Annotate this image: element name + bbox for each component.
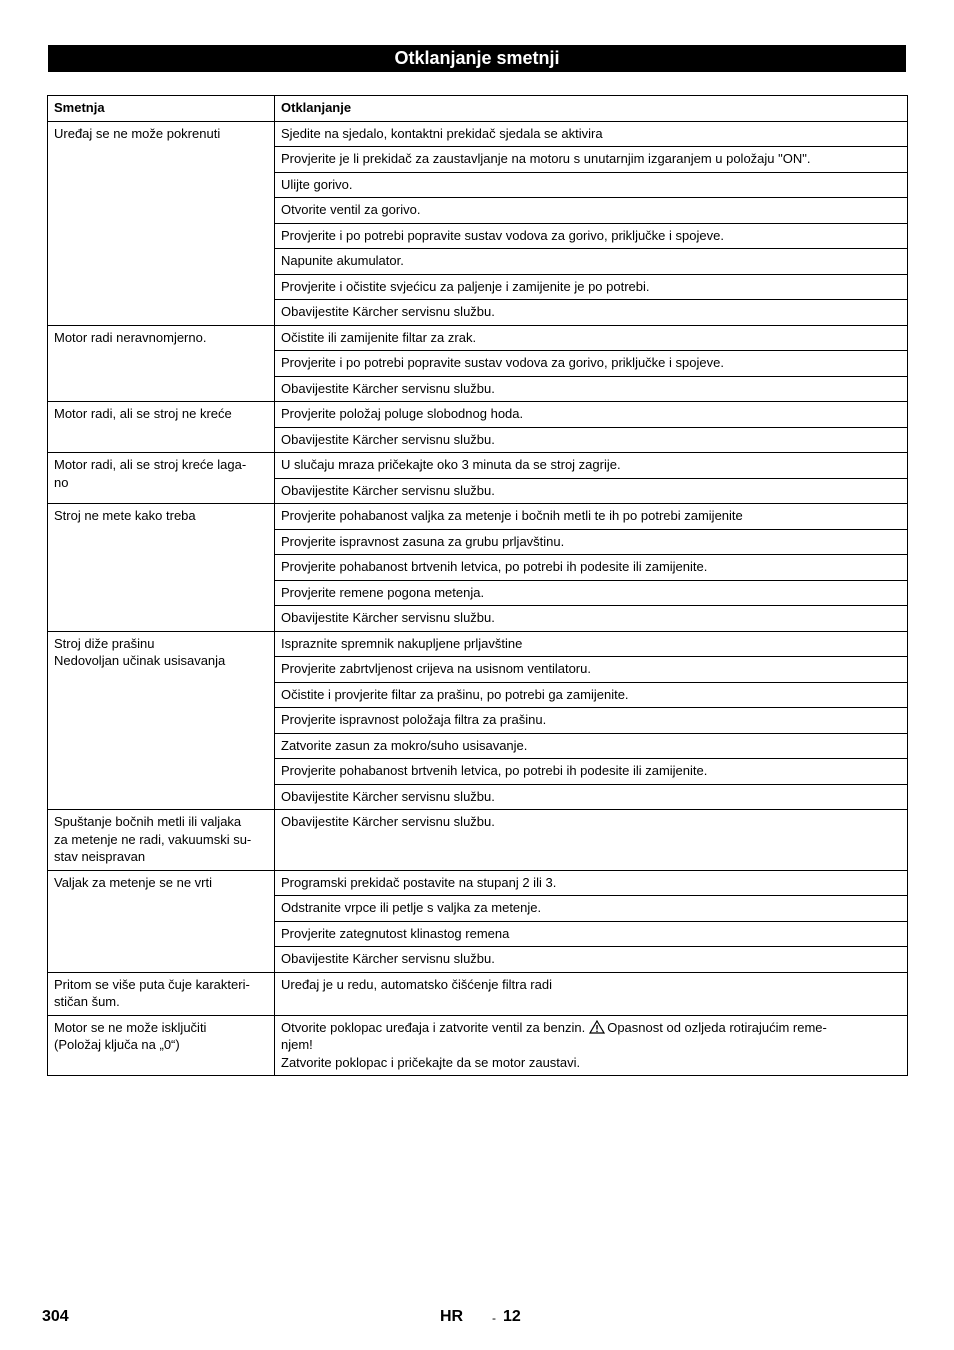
remedy-cell: Sjedite na sjedalo, kontaktni prekidač sjedala se aktivira: [275, 121, 908, 147]
fault-cell: Motor radi, ali se stroj kreće laga- no: [48, 453, 275, 504]
table-row: [48, 631, 908, 657]
fault-cell: Valjak za metenje se ne vrti: [48, 870, 275, 972]
remedy-cell: Obavijestite Kärcher servisnu službu.: [275, 810, 908, 871]
remedy-cell: Provjerite pohabanost brtvenih letvica, po potrebi ih podesite ili zamijenite.: [275, 555, 908, 581]
fault-cell: Pritom se više puta čuje karakteri- stičan šum.: [48, 972, 275, 1015]
remedy-cell: U slučaju mraza pričekajte oko 3 minuta da se stroj zagrije.: [275, 453, 908, 479]
table-row: [48, 870, 908, 896]
remedy-cell: [275, 1015, 908, 1076]
table-row: [48, 972, 908, 1015]
remedy-cell: Provjerite položaj poluge slobodnog hoda.: [275, 402, 908, 428]
fault-cell: Motor se ne može isključiti (Položaj ključa na „0“): [48, 1015, 275, 1076]
remedy-cell: Obavijestite Kärcher servisnu službu.: [275, 947, 908, 973]
remedy-cell: Obavijestite Kärcher servisnu službu.: [275, 300, 908, 326]
remedy-cell: Ulijte gorivo.: [275, 172, 908, 198]
remedy-cell: Obavijestite Kärcher servisnu službu.: [275, 478, 908, 504]
table-row: [48, 453, 908, 479]
remedy-cell: Programski prekidač postavite na stupanj 2 ili 3.: [275, 870, 908, 896]
fault-cell: Motor radi neravnomjerno.: [48, 325, 275, 402]
troubleshooting-table: [47, 95, 908, 1076]
remedy-cell: Uređaj je u redu, automatsko čišćenje filtra radi: [275, 972, 908, 1015]
table-row: [48, 1015, 908, 1076]
remedy-cell: Provjerite i po potrebi popravite sustav vodova za gorivo, priključke i spojeve.: [275, 351, 908, 377]
remedy-cell: Ispraznite spremnik nakupljene prljavštine: [275, 631, 908, 657]
remedy-cell: Provjerite zabrtvljenost crijeva na usisnom ventilatoru.: [275, 657, 908, 683]
table-row: [48, 810, 908, 871]
table-header-row: [48, 96, 908, 122]
remedy-cell: Provjerite ispravnost položaja filtra za prašinu.: [275, 708, 908, 734]
page-number: 304: [42, 1308, 69, 1325]
remedy-cell: Napunite akumulator.: [275, 249, 908, 275]
remedy-cell: Očistite i provjerite filtar za prašinu, po potrebi ga zamijenite.: [275, 682, 908, 708]
remedy-cell: Obavijestite Kärcher servisnu službu.: [275, 784, 908, 810]
language-code: HR: [440, 1308, 464, 1325]
remedy-cell: Obavijestite Kärcher servisnu službu.: [275, 376, 908, 402]
fault-cell: Motor radi, ali se stroj ne kreće: [48, 402, 275, 453]
remedy-cell: Obavijestite Kärcher servisnu službu.: [275, 606, 908, 632]
remedy-cell: Obavijestite Kärcher servisnu službu.: [275, 427, 908, 453]
fault-cell: Stroj diže prašinu Nedovoljan učinak usisavanja: [48, 631, 275, 810]
remedy-cell: Provjerite zategnutost klinastog remena: [275, 921, 908, 947]
column-header-fault: Smetnja: [48, 96, 275, 122]
page-title: Otklanjanje smetnji: [48, 45, 906, 72]
table-row: [48, 402, 908, 428]
column-header-remedy: Otklanjanje: [275, 96, 908, 122]
warning-text: Opasnost od ozljeda rotirajućim reme- njem!: [281, 1019, 827, 1052]
remedy-cell: Provjerite i očistite svjećicu za paljenje i zamijenite je po potrebi.: [275, 274, 908, 300]
remedy-text: Otvorite poklopac uređaja i zatvorite ventil za benzin.: [281, 1019, 586, 1035]
remedy-cell: Provjerite pohabanost brtvenih letvica, po potrebi ih podesite ili zamijenite.: [275, 759, 908, 785]
remedy-cell: Provjerite remene pogona metenja.: [275, 580, 908, 606]
fault-cell: Stroj ne mete kako treba: [48, 504, 275, 632]
warning-triangle-icon: [589, 1020, 605, 1034]
remedy-cell: Odstranite vrpce ili petlje s valjka za metenje.: [275, 896, 908, 922]
table-body: [48, 121, 908, 1076]
remedy-cell: Provjerite i po potrebi popravite sustav vodova za gorivo, priključke i spojeve.: [275, 223, 908, 249]
table-row: [48, 325, 908, 351]
sub-page-number: 12: [503, 1308, 521, 1325]
remedy-cell: Provjerite ispravnost zasuna za grubu prljavštinu.: [275, 529, 908, 555]
remedy-cell: Očistite ili zamijenite filtar za zrak.: [275, 325, 908, 351]
remedy-cell: Provjerite pohabanost valjka za metenje i bočnih metli te ih po potrebi zamijenite: [275, 504, 908, 530]
remedy-text: Zatvorite poklopac i pričekajte da se motor zaustavi.: [281, 1054, 581, 1070]
table-row: [48, 504, 908, 530]
remedy-cell: Zatvorite zasun za mokro/suho usisavanje.: [275, 733, 908, 759]
footer-separator: -: [492, 1311, 496, 1325]
remedy-cell: Otvorite ventil za gorivo.: [275, 198, 908, 224]
fault-cell: Uređaj se ne može pokrenuti: [48, 121, 275, 325]
remedy-cell: Provjerite je li prekidač za zaustavljanje na motoru s unutarnjim izgaranjem u položaju "ON".: [275, 147, 908, 173]
table-row: [48, 121, 908, 147]
fault-cell: Spuštanje bočnih metli ili valjaka za metenje ne radi, vakuumski su- stav neispravan: [48, 810, 275, 871]
